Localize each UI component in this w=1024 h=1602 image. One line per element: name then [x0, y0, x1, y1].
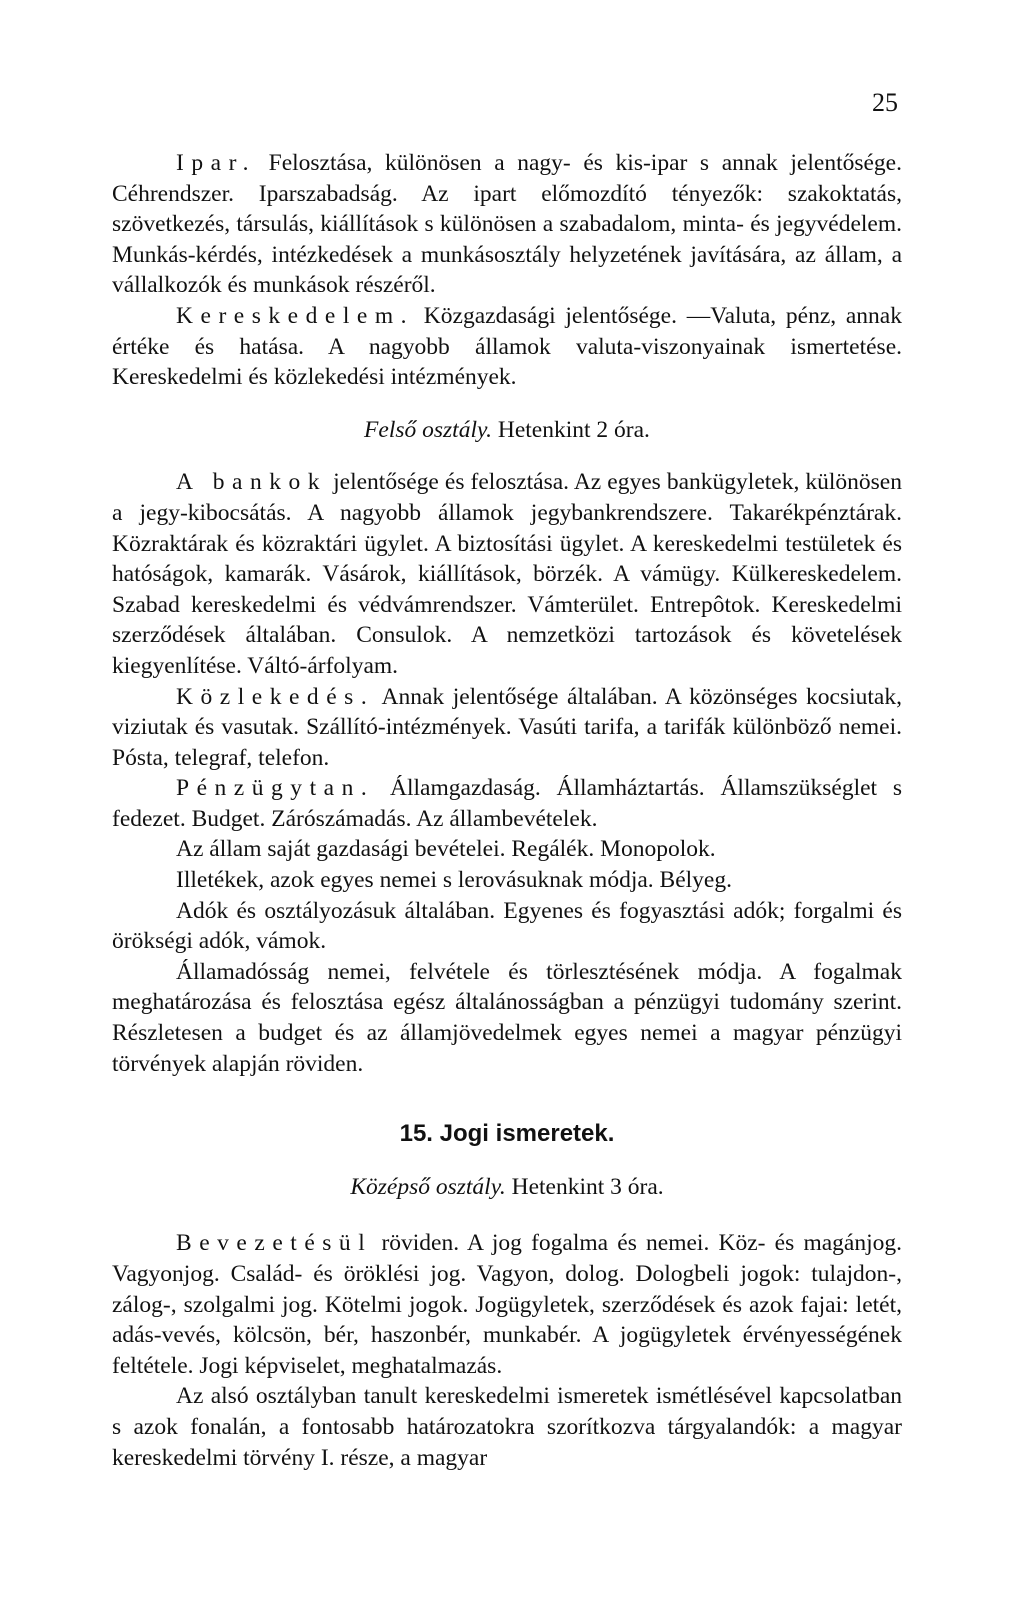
paragraph-ipar — [112, 148, 902, 301]
term-kozlekedes: Közlekedés. — [176, 683, 375, 710]
page-body — [112, 148, 902, 1473]
paragraph-penzugytan — [112, 773, 902, 834]
paragraph-kozlekedes — [112, 682, 902, 774]
paragraph-bankok — [112, 467, 902, 681]
class-label: Felső osztály. — [364, 416, 492, 443]
paragraph-illetekek: Illetékek, azok egyes nemei s lerovásuknak módja. Bélyeg. — [176, 867, 732, 894]
term-bankok: A bankok — [176, 469, 328, 496]
paragraph-last: Az alsó osztályban tanult kereskedelmi ismeretek ismétlésével kapcsolatban s azok fonalán, a fontosabb határozatokra szorítkozva tárgyalandók: a magyar kereskedelmi törvény I. része, a magyar — [112, 1383, 902, 1471]
paragraph-bevetelek: Az állam saját gazdasági bevételei. Regálék. Monopolok. — [176, 836, 716, 863]
hours-text: Hetenkint 3 óra. — [505, 1173, 664, 1200]
class-label: Középső osztály. — [350, 1173, 506, 1200]
paragraph-adok: Adók és osztályozásuk általában. Egyenes és fogyasztási adók; forgalmi és örökségi adók, vámok. — [112, 897, 902, 955]
paragraph-text: Államgazdaság. Államháztartás. Államszükséglet s fedezet. Budget. Zárószámadás. Az állambevételek. — [112, 775, 902, 832]
class-heading-kozepso — [112, 1172, 902, 1203]
paragraph-text: jelentősége és felosztása. Az egyes bankügyletek, különösen a jegy-kibocsátás. A nagyobb államok jegybankrendszere. Takarékpénztárak. Közraktárak és közraktári ügylet. A biztosítási ügylet. A kereskedelmi testületek és hatóságok, kamarák. Vásárok, kiállítások, börzék. A vámügy. Külkereskedelem. Szabad kereskedelmi és védvámrendszer. Vámterület. Entrepôtok. Kereskedelmi szerződések általában. Consulok. A nemzetközi tartozások és követelések kiegyenlítése. Váltó-árfolyam. — [112, 469, 902, 679]
section-title: 15. Jogi ismeretek. — [399, 1120, 615, 1148]
term-bevezetesul: Bevezetésül — [176, 1230, 373, 1257]
paragraph-text: Közgazdasági jelentősége. —Valuta, pénz, annak értéke és hatása. A nagyobb államok valuta-viszonyainak ismertetése. Kereskedelmi és közlekedési intézmények. — [112, 302, 902, 391]
paragraph-text: Annak jelentősége általában. A közönséges kocsiutak, viziutak és vasutak. Szállító-intézmények. Vasúti tarifa, a tarifák különböző nemei. Pósta, telegraf, telefon. — [112, 683, 902, 771]
class-heading-felso — [112, 415, 902, 446]
page-number: 25 — [872, 88, 898, 117]
paragraph-bevezetesul — [112, 1228, 902, 1381]
hours-text: Hetenkint 2 óra. — [492, 416, 650, 443]
term-penzugytan: Pénzügytan. — [176, 775, 375, 802]
term-ipar: Ipar. — [176, 150, 257, 176]
paragraph-text: Felosztása, különösen a nagy- és kis-ipar s annak jelentősége. Céhrendszer. Iparszabadság. Az ipart előmozdító tényezők: szakoktatás, szövetkezés, társulás, kiállítások s különösen a szabadalom, minta- és jegyvédelem. Munkás-kérdés, intézkedések a munkásosztály helyzetének javítására, az állam, a vállalkozók és munkások részéről. — [112, 150, 902, 299]
term-kereskedelem: Kereskedelem. — [176, 302, 415, 329]
paragraph-allamadossag: Államadósság nemei, felvétele és törlesztésének módja. A fogalmak meghatározása és felosztása egész általánosságban a pénzügyi tudomány szerint. Részletesen a budget és az államjövedelmek egyes nemei a magyar pénzügyi törvények alapján röviden. — [112, 958, 902, 1077]
paragraph-kereskedelem — [112, 301, 902, 393]
paragraph-text: röviden. A jog fogalma és nemei. Köz- és magánjog. Vagyonjog. Család- és öröklési jog. Vagyon, dolog. Dologbeli jogok: tulajdon-, zálog-, szolgalmi jog. Kötelmi jogok. Jogügyletek, szerződések és azok fajai: letét, adás-vevés, kölcsön, bér, haszonbér, munkabér. A jogügyletek érvényességének feltétele. Jogi képviselet, meghatalmazás. — [112, 1230, 902, 1379]
